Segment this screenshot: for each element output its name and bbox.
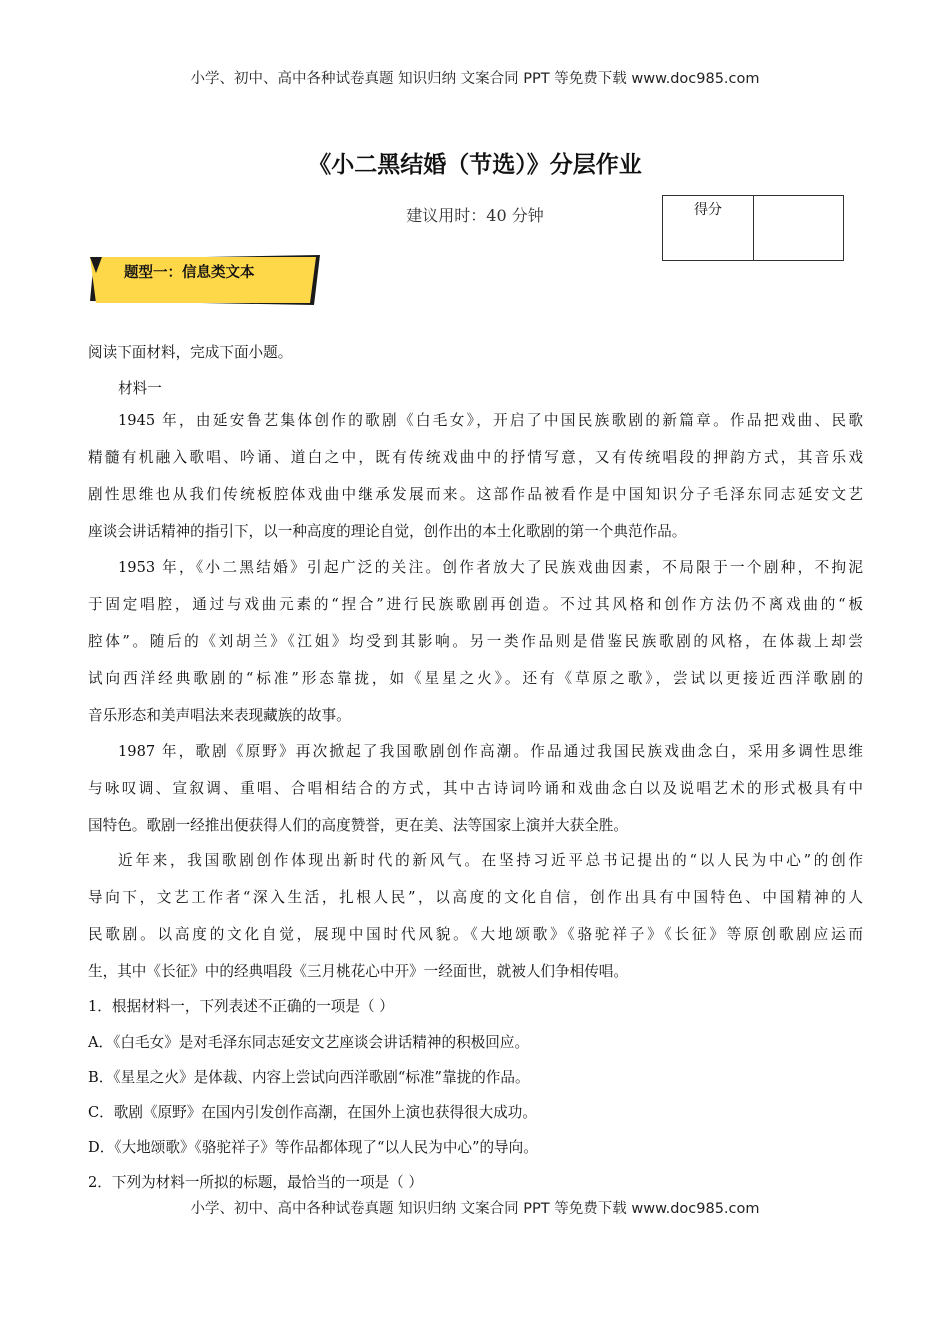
paragraph-line: 于固定唱腔，通过与戏曲元素的“捏合”进行民族歌剧再创造。不过其风格和创作方法仍不离戏曲的“板 [88, 596, 863, 613]
paragraph-line: 国特色。歌剧一经推出便获得人们的高度赞誉，更在美、法等国家上演并大获全胜。 [88, 817, 628, 834]
paragraph-line: 精髓有机融入歌唱、吟诵、道白之中，既有传统戏曲中的抒情写意，又有传统唱段的押韵方式，其音乐戏 [88, 449, 863, 466]
material-label: 材料一 [118, 380, 162, 397]
paragraph-line: 1987 年，歌剧《原野》再次掀起了我国歌剧创作高潮。作品通过我国民族戏曲念白，采用多调性思维 [118, 743, 863, 760]
paragraph-line: 与咏叹调、宣叙调、重唱、合唱相结合的方式，其中古诗词吟诵和戏曲念白以及说唱艺术的形式极具有中 [88, 780, 863, 797]
paragraph-line: 腔体”。随后的《刘胡兰》《江姐》均受到其影响。另一类作品则是借鉴民族歌剧的风格，在体裁上却尝 [88, 633, 863, 650]
question-1-option-c: C．歌剧《原野》在国内引发创作高潮，在国外上演也获得很大成功。 [88, 1104, 537, 1121]
page-header: 小学、初中、高中各种试卷真题 知识归纳 文案合同 PPT 等免费下载 www.doc985.com [190, 71, 760, 87]
score-value [754, 196, 843, 260]
paragraph-line: 1945 年，由延安鲁艺集体创作的歌剧《白毛女》，开启了中国民族歌剧的新篇章。作品把戏曲、民歌 [118, 412, 863, 429]
question-1-option-a: A．《白毛女》是对毛泽东同志延安文艺座谈会讲话精神的积极回应。 [88, 1034, 530, 1051]
paragraph-line: 民歌剧。以高度的文化自觉，展现中国时代风貌。《大地颂歌》《骆驼祥子》《长征》等原创歌剧应运而 [88, 926, 863, 943]
score-label: 得分 [663, 196, 754, 260]
question-1-option-d: D．《大地颂歌》《骆驼祥子》等作品都体现了“以人民为中心”的导向。 [88, 1139, 538, 1156]
paragraph-line: 座谈会讲话精神的指引下，以一种高度的理论自觉，创作出的本土化歌剧的第一个典范作品。 [88, 523, 687, 540]
paragraph-line: 近年来，我国歌剧创作体现出新时代的新风气。在坚持习近平总书记提出的“以人民为中心”的创作 [118, 852, 863, 869]
paragraph-line: 1953 年，《小二黑结婚》引起广泛的关注。创作者放大了民族戏曲因素，不局限于一个剧种，不拘泥 [118, 559, 863, 576]
score-box [662, 195, 844, 261]
paragraph-line: 剧性思维也从我们传统板腔体戏曲中继承发展而来。这部作品被看作是中国知识分子毛泽东同志延安文艺 [88, 486, 863, 503]
paragraph-line: 生，其中《长征》中的经典唱段《三月桃花心中开》一经面世，就被人们争相传唱。 [88, 963, 628, 980]
page-title: 《小二黑结婚（节选）》分层作业 [308, 152, 642, 178]
intro-text: 阅读下面材料，完成下面小题。 [88, 344, 293, 361]
paragraph-line: 导向下，文艺工作者“深入生活，扎根人民”，以高度的文化自信，创作出具有中国特色、中国精神的人 [88, 889, 863, 906]
question-1-option-b: B．《星星之火》是体裁、内容上尝试向西洋歌剧“标准”靠拢的作品。 [88, 1069, 530, 1086]
question-2-stem: 2．下列为材料一所拟的标题，最恰当的一项是（ ） [88, 1174, 423, 1191]
paragraph-line: 试向西洋经典歌剧的“标准”形态靠拢，如《星星之火》。还有《草原之歌》，尝试以更接近西洋歌剧的 [88, 670, 863, 687]
question-1-stem: 1．根据材料一，下列表述不正确的一项是（ ） [88, 998, 394, 1015]
suggested-time: 建议用时：40 分钟 [406, 206, 544, 225]
paragraph-line: 音乐形态和美声唱法来表现藏族的故事。 [88, 707, 351, 724]
section-banner-label: 题型一：信息类文本 [124, 265, 255, 281]
page-footer: 小学、初中、高中各种试卷真题 知识归纳 文案合同 PPT 等免费下载 www.doc985.com [190, 1201, 760, 1217]
section-banner [88, 251, 326, 309]
